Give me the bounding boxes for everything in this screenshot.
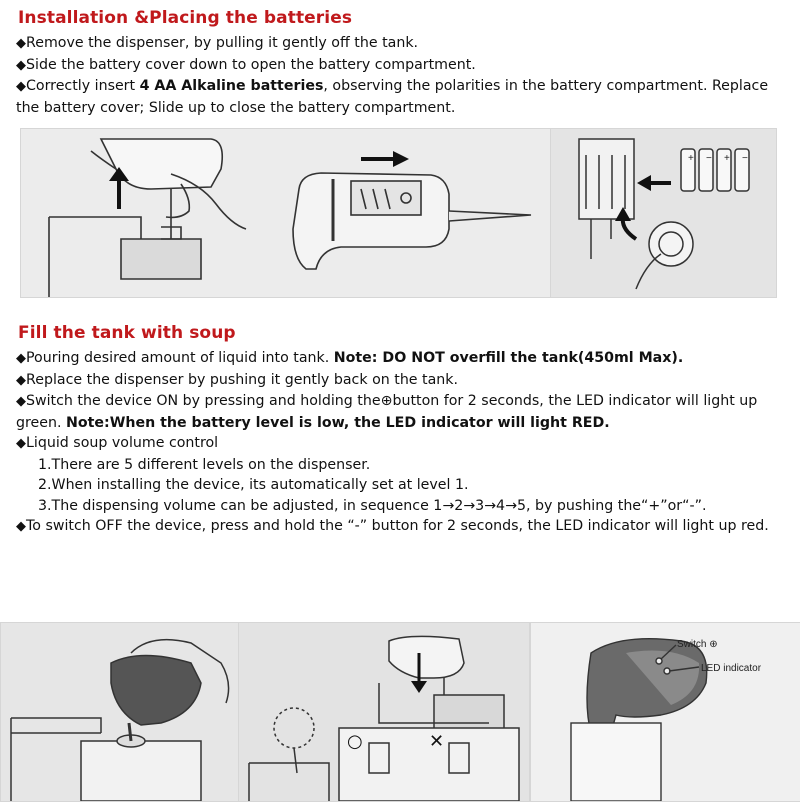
install-step-2: ◆Side the battery cover down to open the battery compartment. <box>16 56 476 73</box>
volume-item-1: 1.There are 5 different levels on the dispenser. <box>38 456 371 473</box>
remove-and-open-drawing <box>21 129 551 297</box>
fill-step-pour: ◆Pouring desired amount of liquid into tank. Note: DO NOT overfill the tank(450ml Max). <box>16 350 684 366</box>
overfill-note: Note: DO NOT overfill the tank(450ml Max). <box>333 350 684 366</box>
install-instructions <box>16 33 786 118</box>
install-step-3: ◆Correctly insert 4 AA Alkaline batteries, observing the polarities in the battery compartment. Replace the battery cover; Slide up to close the battery compartment. <box>16 78 769 116</box>
svg-text:−: − <box>742 153 748 164</box>
led-indicator-label: LED indicator <box>701 663 762 674</box>
volume-item-2: 2.When installing the device, its automatically set at level 1. <box>38 477 469 493</box>
fill-step-switch-on: ◆Switch the device ON by pressing and holding the⊕button for 2 seconds, the LED indicator will light up green. Note:When the battery level is low, the LED indicator will light RED. <box>16 393 758 431</box>
fill-heading: Fill the tank with soup <box>18 323 236 343</box>
illustration-replace-dispenser <box>238 622 530 802</box>
illustration-pour-soap <box>0 622 240 802</box>
battery-insert-drawing <box>551 129 776 297</box>
bullet-diamond-icon: ◆ <box>16 79 26 94</box>
correct-mark-icon: ○ <box>347 731 363 752</box>
install-step-1: ◆Remove the dispenser, by pulling it gently off the tank. <box>16 35 419 51</box>
fill-step-replace: ◆Replace the dispenser by pushing it gently back on the tank. <box>16 371 459 388</box>
wrong-mark-icon: ✕ <box>429 731 445 752</box>
fill-instructions <box>16 348 786 538</box>
switch-label: Switch ⊕ <box>677 639 718 650</box>
bullet-diamond-icon: ◆ <box>16 36 26 51</box>
battery-type: 4 AA Alkaline batteries <box>139 78 324 94</box>
svg-text:+: + <box>688 153 694 164</box>
fill-step-switch-off: ◆To switch OFF the device, press and hold the “-” button for 2 seconds, the LED indicator will light up red. <box>16 518 769 534</box>
switch-led-drawing <box>531 623 800 801</box>
install-heading: Installation &Placing the batteries <box>18 8 353 28</box>
bullet-diamond-icon: ◆ <box>16 57 26 73</box>
bullet-diamond-icon: ◆ <box>16 519 26 534</box>
replace-dispenser-drawing <box>239 623 529 801</box>
svg-text:+: + <box>724 153 730 164</box>
bullet-diamond-icon: ◆ <box>16 372 26 388</box>
illustration-remove-dispenser <box>20 128 552 298</box>
volume-control-title: ◆Liquid soup volume control <box>16 435 219 451</box>
bullet-diamond-icon: ◆ <box>16 351 26 366</box>
illustration-switch-led <box>530 622 800 802</box>
svg-text:−: − <box>706 153 712 164</box>
bullet-diamond-icon: ◆ <box>16 394 26 409</box>
bullet-diamond-icon: ◆ <box>16 436 26 451</box>
pour-soap-drawing <box>1 623 239 801</box>
battery-low-note: Note:When the battery level is low, the LED indicator will light RED. <box>66 414 610 431</box>
volume-item-3: 3.The dispensing volume can be adjusted, in sequence 1→2→3→4→5, by pushing the“+”or“-”. <box>38 497 707 514</box>
illustration-insert-batteries <box>550 128 777 298</box>
